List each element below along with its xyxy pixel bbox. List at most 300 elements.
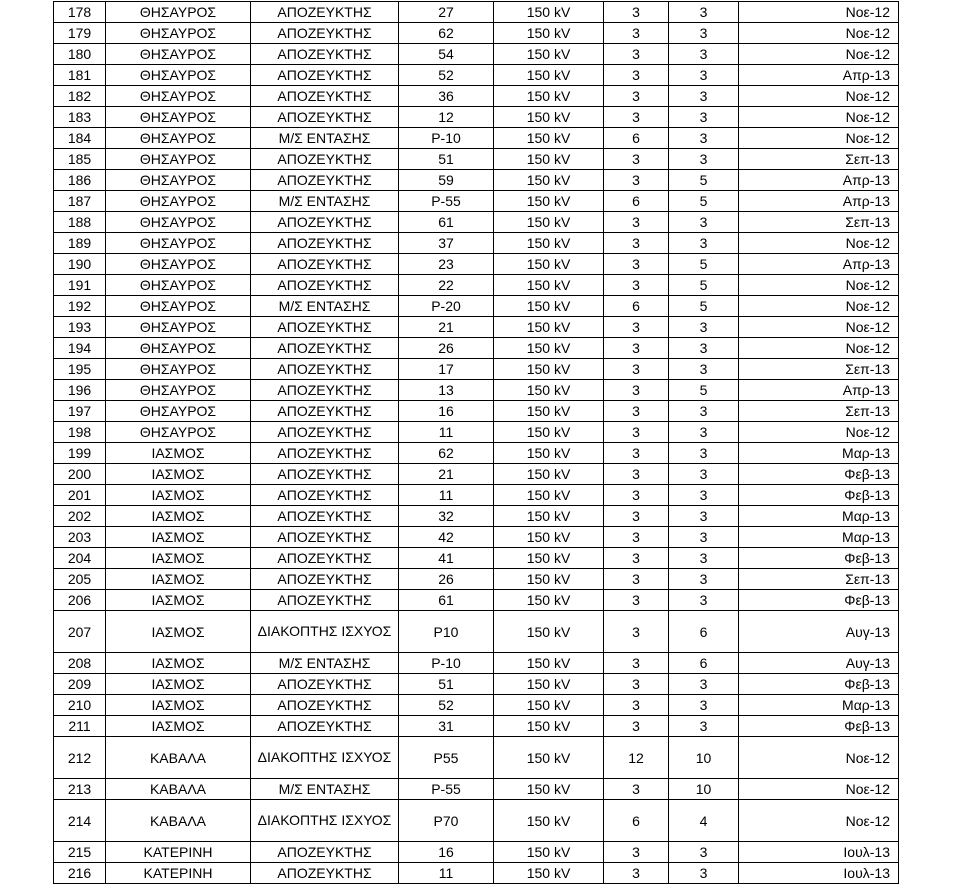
quantity-a-cell: 3 bbox=[604, 149, 669, 170]
voltage-cell: 150 kV bbox=[494, 590, 604, 611]
row-number-cell: 185 bbox=[54, 149, 106, 170]
date-cell: Νοε-12 bbox=[739, 107, 899, 128]
quantity-a-cell: 3 bbox=[604, 485, 669, 506]
quantity-b-cell: 4 bbox=[669, 800, 739, 842]
code-cell: 23 bbox=[399, 254, 494, 275]
site-cell: ΙΑΣΜΟΣ bbox=[106, 527, 251, 548]
quantity-b-cell: 3 bbox=[669, 443, 739, 464]
equipment-type-cell: ΑΠΟΖΕΥΚΤΗΣ bbox=[251, 485, 399, 506]
row-number-cell: 216 bbox=[54, 863, 106, 884]
code-cell: 22 bbox=[399, 275, 494, 296]
site-cell: ΙΑΣΜΟΣ bbox=[106, 443, 251, 464]
site-cell: ΙΑΣΜΟΣ bbox=[106, 653, 251, 674]
table-row bbox=[54, 527, 899, 548]
row-number-cell: 180 bbox=[54, 44, 106, 65]
quantity-a-cell: 3 bbox=[604, 317, 669, 338]
quantity-b-cell: 3 bbox=[669, 65, 739, 86]
date-cell: Αυγ-13 bbox=[739, 653, 899, 674]
table-row bbox=[54, 422, 899, 443]
quantity-a-cell: 3 bbox=[604, 233, 669, 254]
site-cell: ΙΑΣΜΟΣ bbox=[106, 506, 251, 527]
voltage-cell: 150 kV bbox=[494, 863, 604, 884]
quantity-b-cell: 3 bbox=[669, 128, 739, 149]
row-number-cell: 215 bbox=[54, 842, 106, 863]
voltage-cell: 150 kV bbox=[494, 380, 604, 401]
quantity-b-cell: 3 bbox=[669, 569, 739, 590]
site-cell: ΘΗΣΑΥΡΟΣ bbox=[106, 128, 251, 149]
row-number-cell: 203 bbox=[54, 527, 106, 548]
quantity-b-cell: 5 bbox=[669, 170, 739, 191]
equipment-type-cell: ΑΠΟΖΕΥΚΤΗΣ bbox=[251, 254, 399, 275]
code-cell: 42 bbox=[399, 527, 494, 548]
voltage-cell: 150 kV bbox=[494, 212, 604, 233]
quantity-b-cell: 3 bbox=[669, 401, 739, 422]
quantity-a-cell: 6 bbox=[604, 191, 669, 212]
table-row bbox=[54, 779, 899, 800]
site-cell: ΘΗΣΑΥΡΟΣ bbox=[106, 86, 251, 107]
voltage-cell: 150 kV bbox=[494, 737, 604, 779]
site-cell: ΚΑΤΕΡΙΝΗ bbox=[106, 842, 251, 863]
equipment-type-cell: ΑΠΟΖΕΥΚΤΗΣ bbox=[251, 401, 399, 422]
date-cell: Νοε-12 bbox=[739, 422, 899, 443]
date-cell: Φεβ-13 bbox=[739, 485, 899, 506]
site-cell: ΘΗΣΑΥΡΟΣ bbox=[106, 359, 251, 380]
equipment-type-cell: ΑΠΟΖΕΥΚΤΗΣ bbox=[251, 422, 399, 443]
row-number-cell: 197 bbox=[54, 401, 106, 422]
site-cell: ΘΗΣΑΥΡΟΣ bbox=[106, 191, 251, 212]
equipment-type-cell: ΑΠΟΖΕΥΚΤΗΣ bbox=[251, 548, 399, 569]
row-number-cell: 212 bbox=[54, 737, 106, 779]
code-cell: 26 bbox=[399, 338, 494, 359]
code-cell: 27 bbox=[399, 2, 494, 23]
quantity-b-cell: 3 bbox=[669, 233, 739, 254]
code-cell: 11 bbox=[399, 422, 494, 443]
voltage-cell: 150 kV bbox=[494, 674, 604, 695]
date-cell: Μαρ-13 bbox=[739, 506, 899, 527]
row-number-cell: 210 bbox=[54, 695, 106, 716]
voltage-cell: 150 kV bbox=[494, 2, 604, 23]
row-number-cell: 207 bbox=[54, 611, 106, 653]
voltage-cell: 150 kV bbox=[494, 191, 604, 212]
equipment-type-cell: ΑΠΟΖΕΥΚΤΗΣ bbox=[251, 170, 399, 191]
code-cell: 12 bbox=[399, 107, 494, 128]
site-cell: ΘΗΣΑΥΡΟΣ bbox=[106, 296, 251, 317]
table-row bbox=[54, 317, 899, 338]
voltage-cell: 150 kV bbox=[494, 44, 604, 65]
quantity-a-cell: 3 bbox=[604, 506, 669, 527]
site-cell: ΚΑΒΑΛΑ bbox=[106, 800, 251, 842]
voltage-cell: 150 kV bbox=[494, 464, 604, 485]
date-cell: Αυγ-13 bbox=[739, 611, 899, 653]
date-cell: Σεπ-13 bbox=[739, 149, 899, 170]
table-row bbox=[54, 590, 899, 611]
site-cell: ΙΑΣΜΟΣ bbox=[106, 464, 251, 485]
voltage-cell: 150 kV bbox=[494, 23, 604, 44]
quantity-a-cell: 3 bbox=[604, 86, 669, 107]
table-row bbox=[54, 254, 899, 275]
equipment-type-cell: ΑΠΟΖΕΥΚΤΗΣ bbox=[251, 443, 399, 464]
site-cell: ΘΗΣΑΥΡΟΣ bbox=[106, 23, 251, 44]
row-number-cell: 198 bbox=[54, 422, 106, 443]
equipment-type-cell: ΑΠΟΖΕΥΚΤΗΣ bbox=[251, 842, 399, 863]
site-cell: ΙΑΣΜΟΣ bbox=[106, 569, 251, 590]
site-cell: ΚΑΤΕΡΙΝΗ bbox=[106, 863, 251, 884]
voltage-cell: 150 kV bbox=[494, 359, 604, 380]
quantity-a-cell: 3 bbox=[604, 254, 669, 275]
row-number-cell: 214 bbox=[54, 800, 106, 842]
row-number-cell: 181 bbox=[54, 65, 106, 86]
equipment-type-cell: ΑΠΟΖΕΥΚΤΗΣ bbox=[251, 2, 399, 23]
quantity-b-cell: 3 bbox=[669, 317, 739, 338]
table-row bbox=[54, 170, 899, 191]
quantity-a-cell: 3 bbox=[604, 23, 669, 44]
quantity-a-cell: 3 bbox=[604, 275, 669, 296]
table-row bbox=[54, 191, 899, 212]
site-cell: ΙΑΣΜΟΣ bbox=[106, 485, 251, 506]
table-row bbox=[54, 296, 899, 317]
quantity-a-cell: 3 bbox=[604, 653, 669, 674]
code-cell: 59 bbox=[399, 170, 494, 191]
voltage-cell: 150 kV bbox=[494, 275, 604, 296]
code-cell: 36 bbox=[399, 86, 494, 107]
equipment-type-cell: ΑΠΟΖΕΥΚΤΗΣ bbox=[251, 695, 399, 716]
quantity-b-cell: 3 bbox=[669, 716, 739, 737]
quantity-b-cell: 3 bbox=[669, 485, 739, 506]
code-cell: 26 bbox=[399, 569, 494, 590]
equipment-table bbox=[53, 1, 899, 884]
code-cell: 13 bbox=[399, 380, 494, 401]
site-cell: ΘΗΣΑΥΡΟΣ bbox=[106, 149, 251, 170]
quantity-b-cell: 3 bbox=[669, 212, 739, 233]
date-cell: Νοε-12 bbox=[739, 2, 899, 23]
voltage-cell: 150 kV bbox=[494, 317, 604, 338]
date-cell: Μαρ-13 bbox=[739, 527, 899, 548]
row-number-cell: 182 bbox=[54, 86, 106, 107]
site-cell: ΚΑΒΑΛΑ bbox=[106, 737, 251, 779]
quantity-a-cell: 3 bbox=[604, 170, 669, 191]
quantity-a-cell: 3 bbox=[604, 359, 669, 380]
row-number-cell: 206 bbox=[54, 590, 106, 611]
code-cell: 11 bbox=[399, 485, 494, 506]
table-row bbox=[54, 800, 899, 842]
code-cell: Ρ-55 bbox=[399, 779, 494, 800]
equipment-type-cell: Μ/Σ ΕΝΤΑΣΗΣ bbox=[251, 779, 399, 800]
equipment-type-cell: ΑΠΟΖΕΥΚΤΗΣ bbox=[251, 674, 399, 695]
quantity-a-cell: 3 bbox=[604, 443, 669, 464]
row-number-cell: 187 bbox=[54, 191, 106, 212]
quantity-b-cell: 3 bbox=[669, 863, 739, 884]
row-number-cell: 195 bbox=[54, 359, 106, 380]
equipment-type-cell: ΑΠΟΖΕΥΚΤΗΣ bbox=[251, 149, 399, 170]
code-cell: Ρ70 bbox=[399, 800, 494, 842]
code-cell: Ρ-55 bbox=[399, 191, 494, 212]
quantity-a-cell: 3 bbox=[604, 695, 669, 716]
equipment-type-cell: ΑΠΟΖΕΥΚΤΗΣ bbox=[251, 590, 399, 611]
date-cell: Νοε-12 bbox=[739, 86, 899, 107]
site-cell: ΙΑΣΜΟΣ bbox=[106, 695, 251, 716]
quantity-b-cell: 3 bbox=[669, 506, 739, 527]
equipment-type-cell: Μ/Σ ΕΝΤΑΣΗΣ bbox=[251, 653, 399, 674]
table-row bbox=[54, 44, 899, 65]
row-number-cell: 199 bbox=[54, 443, 106, 464]
date-cell: Νοε-12 bbox=[739, 779, 899, 800]
date-cell: Νοε-12 bbox=[739, 44, 899, 65]
row-number-cell: 191 bbox=[54, 275, 106, 296]
table-row bbox=[54, 275, 899, 296]
voltage-cell: 150 kV bbox=[494, 86, 604, 107]
voltage-cell: 150 kV bbox=[494, 170, 604, 191]
equipment-type-cell: ΑΠΟΖΕΥΚΤΗΣ bbox=[251, 527, 399, 548]
voltage-cell: 150 kV bbox=[494, 695, 604, 716]
equipment-type-cell: ΑΠΟΖΕΥΚΤΗΣ bbox=[251, 863, 399, 884]
table-row bbox=[54, 23, 899, 44]
table-row bbox=[54, 128, 899, 149]
quantity-b-cell: 3 bbox=[669, 359, 739, 380]
table-row bbox=[54, 569, 899, 590]
table-row bbox=[54, 653, 899, 674]
quantity-a-cell: 3 bbox=[604, 212, 669, 233]
equipment-type-cell: ΑΠΟΖΕΥΚΤΗΣ bbox=[251, 275, 399, 296]
quantity-a-cell: 3 bbox=[604, 842, 669, 863]
code-cell: 51 bbox=[399, 674, 494, 695]
voltage-cell: 150 kV bbox=[494, 779, 604, 800]
voltage-cell: 150 kV bbox=[494, 338, 604, 359]
row-number-cell: 188 bbox=[54, 212, 106, 233]
voltage-cell: 150 kV bbox=[494, 401, 604, 422]
equipment-type-cell: ΑΠΟΖΕΥΚΤΗΣ bbox=[251, 233, 399, 254]
code-cell: 32 bbox=[399, 506, 494, 527]
quantity-a-cell: 3 bbox=[604, 674, 669, 695]
code-cell: Ρ-10 bbox=[399, 128, 494, 149]
code-cell: 41 bbox=[399, 548, 494, 569]
table-row bbox=[54, 65, 899, 86]
quantity-b-cell: 3 bbox=[669, 2, 739, 23]
voltage-cell: 150 kV bbox=[494, 842, 604, 863]
quantity-a-cell: 3 bbox=[604, 464, 669, 485]
code-cell: Ρ10 bbox=[399, 611, 494, 653]
date-cell: Σεπ-13 bbox=[739, 569, 899, 590]
site-cell: ΘΗΣΑΥΡΟΣ bbox=[106, 275, 251, 296]
row-number-cell: 183 bbox=[54, 107, 106, 128]
row-number-cell: 213 bbox=[54, 779, 106, 800]
date-cell: Φεβ-13 bbox=[739, 548, 899, 569]
date-cell: Νοε-12 bbox=[739, 128, 899, 149]
table-row bbox=[54, 737, 899, 779]
quantity-a-cell: 3 bbox=[604, 65, 669, 86]
date-cell: Απρ-13 bbox=[739, 254, 899, 275]
voltage-cell: 150 kV bbox=[494, 65, 604, 86]
voltage-cell: 150 kV bbox=[494, 422, 604, 443]
quantity-b-cell: 10 bbox=[669, 737, 739, 779]
equipment-type-cell: ΑΠΟΖΕΥΚΤΗΣ bbox=[251, 212, 399, 233]
quantity-b-cell: 3 bbox=[669, 527, 739, 548]
date-cell: Σεπ-13 bbox=[739, 359, 899, 380]
row-number-cell: 178 bbox=[54, 2, 106, 23]
table-row bbox=[54, 695, 899, 716]
equipment-type-cell: ΑΠΟΖΕΥΚΤΗΣ bbox=[251, 107, 399, 128]
equipment-type-cell: ΑΠΟΖΕΥΚΤΗΣ bbox=[251, 65, 399, 86]
site-cell: ΘΗΣΑΥΡΟΣ bbox=[106, 317, 251, 338]
quantity-a-cell: 3 bbox=[604, 401, 669, 422]
equipment-type-cell: ΑΠΟΖΕΥΚΤΗΣ bbox=[251, 44, 399, 65]
table-row bbox=[54, 464, 899, 485]
site-cell: ΙΑΣΜΟΣ bbox=[106, 590, 251, 611]
table-row bbox=[54, 611, 899, 653]
quantity-a-cell: 3 bbox=[604, 2, 669, 23]
equipment-type-cell: ΑΠΟΖΕΥΚΤΗΣ bbox=[251, 380, 399, 401]
quantity-b-cell: 5 bbox=[669, 380, 739, 401]
table-body bbox=[54, 2, 899, 884]
row-number-cell: 186 bbox=[54, 170, 106, 191]
equipment-type-cell: Μ/Σ ΕΝΤΑΣΗΣ bbox=[251, 296, 399, 317]
code-cell: Ρ55 bbox=[399, 737, 494, 779]
date-cell: Μαρ-13 bbox=[739, 443, 899, 464]
table-row bbox=[54, 716, 899, 737]
site-cell: ΘΗΣΑΥΡΟΣ bbox=[106, 65, 251, 86]
equipment-type-cell: ΑΠΟΖΕΥΚΤΗΣ bbox=[251, 716, 399, 737]
site-cell: ΘΗΣΑΥΡΟΣ bbox=[106, 254, 251, 275]
site-cell: ΙΑΣΜΟΣ bbox=[106, 611, 251, 653]
code-cell: 17 bbox=[399, 359, 494, 380]
quantity-b-cell: 3 bbox=[669, 842, 739, 863]
voltage-cell: 150 kV bbox=[494, 548, 604, 569]
site-cell: ΘΗΣΑΥΡΟΣ bbox=[106, 233, 251, 254]
quantity-a-cell: 3 bbox=[604, 590, 669, 611]
row-number-cell: 205 bbox=[54, 569, 106, 590]
row-number-cell: 194 bbox=[54, 338, 106, 359]
code-cell: 62 bbox=[399, 443, 494, 464]
date-cell: Σεπ-13 bbox=[739, 212, 899, 233]
row-number-cell: 189 bbox=[54, 233, 106, 254]
date-cell: Φεβ-13 bbox=[739, 716, 899, 737]
site-cell: ΘΗΣΑΥΡΟΣ bbox=[106, 338, 251, 359]
code-cell: 11 bbox=[399, 863, 494, 884]
voltage-cell: 150 kV bbox=[494, 800, 604, 842]
quantity-a-cell: 3 bbox=[604, 611, 669, 653]
table-row bbox=[54, 107, 899, 128]
equipment-type-cell: ΑΠΟΖΕΥΚΤΗΣ bbox=[251, 86, 399, 107]
equipment-type-cell: Μ/Σ ΕΝΤΑΣΗΣ bbox=[251, 191, 399, 212]
quantity-b-cell: 3 bbox=[669, 338, 739, 359]
code-cell: 16 bbox=[399, 842, 494, 863]
equipment-type-cell: ΔΙΑΚΟΠΤΗΣ ΙΣΧΥΟΣ bbox=[251, 611, 399, 653]
quantity-a-cell: 3 bbox=[604, 44, 669, 65]
site-cell: ΙΑΣΜΟΣ bbox=[106, 716, 251, 737]
quantity-a-cell: 3 bbox=[604, 338, 669, 359]
quantity-b-cell: 3 bbox=[669, 464, 739, 485]
code-cell: 52 bbox=[399, 65, 494, 86]
code-cell: 61 bbox=[399, 590, 494, 611]
voltage-cell: 150 kV bbox=[494, 128, 604, 149]
quantity-a-cell: 6 bbox=[604, 296, 669, 317]
voltage-cell: 150 kV bbox=[494, 254, 604, 275]
date-cell: Φεβ-13 bbox=[739, 590, 899, 611]
voltage-cell: 150 kV bbox=[494, 611, 604, 653]
quantity-b-cell: 3 bbox=[669, 674, 739, 695]
voltage-cell: 150 kV bbox=[494, 485, 604, 506]
code-cell: 16 bbox=[399, 401, 494, 422]
voltage-cell: 150 kV bbox=[494, 233, 604, 254]
voltage-cell: 150 kV bbox=[494, 149, 604, 170]
table-row bbox=[54, 338, 899, 359]
table-row bbox=[54, 380, 899, 401]
code-cell: Ρ-10 bbox=[399, 653, 494, 674]
equipment-type-cell: ΔΙΑΚΟΠΤΗΣ ΙΣΧΥΟΣ bbox=[251, 800, 399, 842]
quantity-b-cell: 3 bbox=[669, 422, 739, 443]
quantity-a-cell: 3 bbox=[604, 380, 669, 401]
row-number-cell: 193 bbox=[54, 317, 106, 338]
code-cell: 54 bbox=[399, 44, 494, 65]
date-cell: Νοε-12 bbox=[739, 275, 899, 296]
code-cell: 37 bbox=[399, 233, 494, 254]
voltage-cell: 150 kV bbox=[494, 107, 604, 128]
quantity-a-cell: 3 bbox=[604, 779, 669, 800]
table-row bbox=[54, 506, 899, 527]
quantity-b-cell: 3 bbox=[669, 86, 739, 107]
row-number-cell: 209 bbox=[54, 674, 106, 695]
table-row bbox=[54, 86, 899, 107]
equipment-type-cell: ΑΠΟΖΕΥΚΤΗΣ bbox=[251, 338, 399, 359]
row-number-cell: 184 bbox=[54, 128, 106, 149]
site-cell: ΘΗΣΑΥΡΟΣ bbox=[106, 212, 251, 233]
table-row bbox=[54, 548, 899, 569]
date-cell: Απρ-13 bbox=[739, 65, 899, 86]
quantity-a-cell: 12 bbox=[604, 737, 669, 779]
date-cell: Νοε-12 bbox=[739, 737, 899, 779]
quantity-b-cell: 6 bbox=[669, 611, 739, 653]
quantity-a-cell: 3 bbox=[604, 863, 669, 884]
quantity-b-cell: 3 bbox=[669, 590, 739, 611]
site-cell: ΘΗΣΑΥΡΟΣ bbox=[106, 380, 251, 401]
date-cell: Φεβ-13 bbox=[739, 674, 899, 695]
table-row bbox=[54, 233, 899, 254]
equipment-type-cell: ΑΠΟΖΕΥΚΤΗΣ bbox=[251, 506, 399, 527]
site-cell: ΘΗΣΑΥΡΟΣ bbox=[106, 422, 251, 443]
quantity-b-cell: 3 bbox=[669, 548, 739, 569]
row-number-cell: 202 bbox=[54, 506, 106, 527]
quantity-a-cell: 3 bbox=[604, 548, 669, 569]
site-cell: ΘΗΣΑΥΡΟΣ bbox=[106, 44, 251, 65]
table-row bbox=[54, 674, 899, 695]
date-cell: Μαρ-13 bbox=[739, 695, 899, 716]
date-cell: Απρ-13 bbox=[739, 170, 899, 191]
quantity-b-cell: 10 bbox=[669, 779, 739, 800]
quantity-a-cell: 3 bbox=[604, 422, 669, 443]
equipment-type-cell: ΑΠΟΖΕΥΚΤΗΣ bbox=[251, 464, 399, 485]
site-cell: ΙΑΣΜΟΣ bbox=[106, 548, 251, 569]
equipment-type-cell: ΑΠΟΖΕΥΚΤΗΣ bbox=[251, 23, 399, 44]
equipment-type-cell: ΑΠΟΖΕΥΚΤΗΣ bbox=[251, 569, 399, 590]
site-cell: ΘΗΣΑΥΡΟΣ bbox=[106, 2, 251, 23]
date-cell: Νοε-12 bbox=[739, 233, 899, 254]
code-cell: 31 bbox=[399, 716, 494, 737]
code-cell: 21 bbox=[399, 317, 494, 338]
table-row bbox=[54, 149, 899, 170]
code-cell: 61 bbox=[399, 212, 494, 233]
table-row bbox=[54, 212, 899, 233]
table-row bbox=[54, 863, 899, 884]
quantity-b-cell: 3 bbox=[669, 44, 739, 65]
code-cell: 51 bbox=[399, 149, 494, 170]
code-cell: Ρ-20 bbox=[399, 296, 494, 317]
row-number-cell: 179 bbox=[54, 23, 106, 44]
quantity-b-cell: 5 bbox=[669, 191, 739, 212]
voltage-cell: 150 kV bbox=[494, 506, 604, 527]
equipment-type-cell: Μ/Σ ΕΝΤΑΣΗΣ bbox=[251, 128, 399, 149]
quantity-b-cell: 3 bbox=[669, 23, 739, 44]
code-cell: 21 bbox=[399, 464, 494, 485]
quantity-a-cell: 3 bbox=[604, 716, 669, 737]
